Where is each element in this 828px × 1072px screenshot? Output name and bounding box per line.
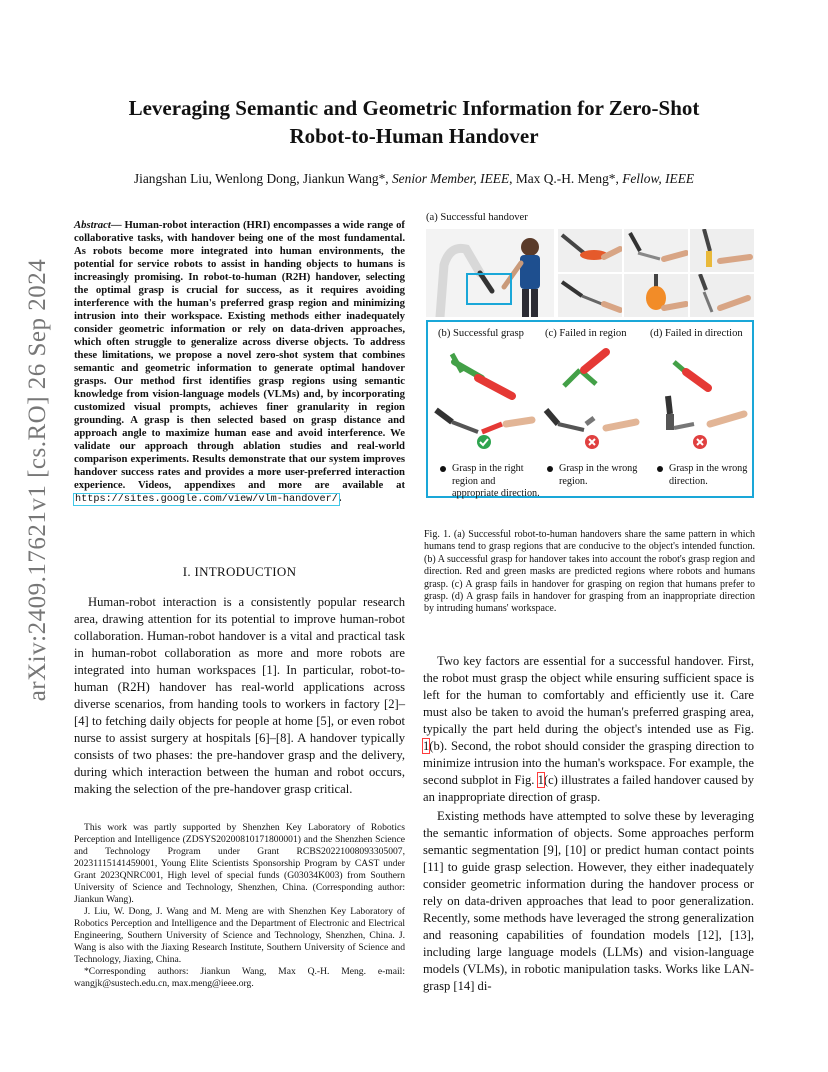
figure-reference-link[interactable]: 1 (537, 773, 544, 787)
right-column-body (423, 653, 754, 995)
authors-part-2: , Max Q.-H. Meng*, (509, 171, 623, 186)
abstract-paragraph (74, 219, 405, 506)
failed-region-image (540, 344, 644, 456)
para-text: (b). Second, the robot should consider the grasping direction to minimize intrusion into the human's workspace. For example, the second subplot in Fig. (423, 739, 754, 787)
figure-reference-link[interactable]: 1 (423, 739, 430, 753)
para-text: Two key factors are essential for a successful handover. First, the robot must grasp the object while ensuring sufficient space is left for the human to comfortably and efficiently use it. Care must also be taken to avoid the human's preferred grasping area, typically the part held during the object's intended use as Fig. (423, 654, 754, 736)
project-url-link[interactable]: https://sites.google.com/view/vlm-handover/ (75, 494, 338, 505)
handover-tile-6 (690, 274, 754, 317)
title-line-2: Robot-to-Human Handover (289, 124, 539, 148)
footnote-funding: This work was partly supported by Shenzhen Key Laboratory of Robotics Perception and Intelligence (ZDSYS20200810171800001) and the Shenzhen Science and Technology Program under Grant RCBS20221008093305007, 20231115141459001, Young Elite Scientists Sponsorship Program by CAST under Grant 2023QNRC001, High level of special funds (G03034K003) from Southern University of Science and Technology, Shenzhen, China. (Corresponding author: Jiankun Wang). (74, 822, 405, 905)
figure-label-d: (d) Failed in direction (650, 328, 743, 339)
para-text: (c) illustrates a failed handover caused by an inappropriate direction of grasp. (423, 773, 754, 804)
bullet-text: Grasp in the wrong region. (559, 463, 638, 487)
figure-handover-photos (426, 229, 754, 317)
intro-paragraph: Human-robot interaction is a consistently popular research area, drawing attention for its potential to improve human-robot collaboration. Human-robot handover is a vital and practical task in human-robot collaboration as more and more robots are integrated into human workspaces [1]. In particular, robot-to-human (R2H) handover has real-world applications across diverse scenarios, from handing tools to workers in factory [2]–[4] to fetching daily objects for people at home [5], or even robot nurse to assist surgery at hospitals [6]–[8]. A handover typically consists of two phases: the pre-handover grasp and the delivery, during which interaction between the human and robot occurs, making the selection of the pre-handover grasp critical. (74, 595, 405, 796)
figure-label-b: (b) Successful grasp (438, 328, 524, 339)
handover-scene-photo (426, 229, 554, 317)
bullet-dot (547, 466, 553, 472)
figure-grasp-panel (426, 320, 754, 498)
authors-role-1: Senior Member, IEEE (391, 171, 510, 186)
abstract-block (74, 219, 405, 506)
figure-label-c: (c) Failed in region (545, 328, 627, 339)
bullet-text: Grasp in the right region and appropriate direction. (452, 463, 540, 499)
handover-tile-2 (624, 229, 688, 272)
abstract-label: Abstract (74, 219, 111, 231)
paper-title (60, 94, 768, 150)
abstract-text: — Human-robot interaction (HRI) encompasses a wide range of collaborative tasks, with handover being one of the most fundamental. As robots become more integrated into human environments, the potential for service robots to assist in handing objects to humans is increasingly promising. In robot-to-human (R2H) handover, selecting the optimal grasp is crucial for success, as it requires avoiding interference with the human's preferred grasp region and minimizing intrusion into their workspace. Existing methods either inadequately consider geometric information or rely on data-driven approaches, which often struggle to generalize across diverse objects. To address these limitations, we propose a novel zero-shot system that combines semantic and geometric information to generate optimal handover grasps. Our method first identifies grasp regions using semantic knowledge from vision-language models (VLMs) and, by incorporating customized visual prompts, achieves finer granularity in region grounding. A grasp is then selected based on grasp distance and approach angle to maximize human ease and avoid interference. We validate our approach through ablation studies and real-world comparison experiments. Results demonstrate that our system improves handover success rates and provides a more user-preferred interaction experience. Videos, appendixes and more are available at (74, 219, 405, 491)
handover-tile-4 (558, 274, 622, 317)
author-list (40, 171, 788, 187)
handover-tile-1 (558, 229, 622, 272)
bullet-text: Grasp in the wrong direction. (669, 463, 748, 487)
abstract-end: . (338, 492, 342, 504)
title-line-1: Leveraging Semantic and Geometric Information for Zero-Shot (128, 96, 700, 120)
right-paragraph-1 (423, 653, 754, 806)
bullet-failed-region (547, 463, 647, 488)
handover-tile-3 (690, 229, 754, 272)
authors-role-2: Fellow, IEEE (622, 171, 695, 186)
footnote-affiliation: J. Liu, W. Dong, J. Wang and M. Meng are with Shenzhen Key Laboratory of Robotics Perception and Intelligence and the Department of Electronic and Electrical Engineering, Southern University of Science and Technology, Shenzhen, China. J. Wang is also with the Jiaxing Research Institute, Southern University of Science and Technology, Jiaxing, China. (74, 906, 405, 965)
footnotes-block (74, 822, 405, 990)
successful-grasp-image (432, 344, 536, 456)
arxiv-stamp: arXiv:2409.17621v1 [cs.RO] 26 Sep 2024 (24, 258, 51, 702)
section-heading-introduction: I. INTRODUCTION (182, 564, 297, 579)
failed-direction-image (648, 344, 752, 456)
right-paragraph-2: Existing methods have attempted to solve these by leveraging the semantic information of objects. Some approaches perform semantic segmentation [9], [10] or predict human contact points [11] to guide grasp selection. However, they either inadequately consider geometric information during the handover process or rely on data-driven approaches that lead to poor generalization. Recently, some methods have leveraged the strong generalization and reasoning capabilities of foundation models [12], [13], including large language models (LLMs) and vision-language models (VLMs), in robotic manipulation tasks. Works like LAN-grasp [14] di- (423, 809, 754, 993)
introduction-block (74, 594, 405, 798)
bullet-successful-grasp (440, 463, 540, 501)
footnote-corresponding: *Corresponding authors: Jiankun Wang, Max Q.-H. Meng. e-mail: wangjk@sustech.edu.cn, max.meng@ieee.org. (74, 966, 405, 989)
bullet-dot (657, 466, 663, 472)
figure-label-a: (a) Successful handover (426, 212, 528, 223)
figure-caption: Fig. 1. (a) Successful robot-to-human handovers share the same pattern in which humans tend to grasp regions that are conducive to the object's intended function. (b) A successful grasp for handover takes into account the robot's grasp region and direction. Red and green masks are predicted regions where robots and humans grasp. (c) A grasp fails in handover for grasping on region that humans prefer to grasp. (d) A grasp fails in handover for grasping from an inappropriate direction by intruding humans' workspace. (424, 529, 755, 615)
bullet-failed-direction (657, 463, 751, 488)
handover-highlight-box (466, 273, 512, 305)
handover-tile-5 (624, 274, 688, 317)
authors-part-1: Jiangshan Liu, Wenlong Dong, Jiankun Wang*, (133, 171, 392, 186)
bullet-dot (440, 466, 446, 472)
